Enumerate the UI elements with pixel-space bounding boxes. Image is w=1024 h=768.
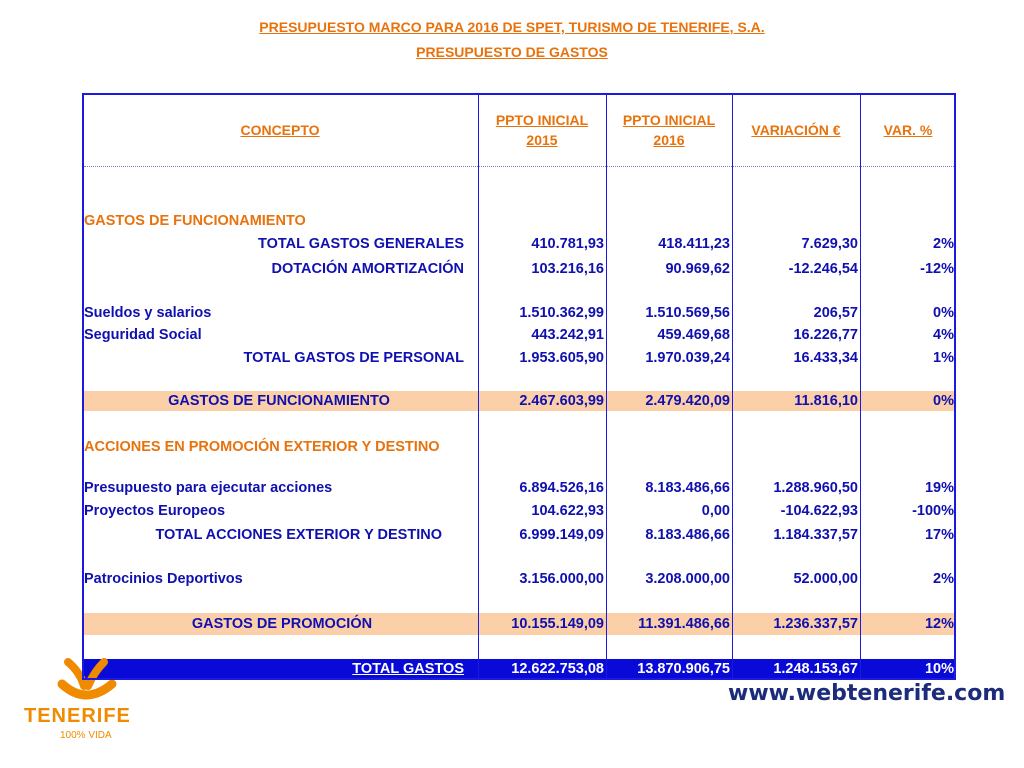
row-label: Sueldos y salarios [84, 305, 212, 321]
col-header-ppto-2016: PPTO INICIAL 2016 [622, 111, 716, 148]
cell-p2016: 3.208.000,00 [645, 571, 730, 587]
cell-var: 1.236.337,57 [773, 616, 858, 632]
cell-var: 11.816,10 [794, 393, 858, 409]
section-label: GASTOS DE FUNCIONAMIENTO [84, 213, 306, 229]
cell-var: -12.246,54 [788, 261, 858, 277]
cell-var: 1.288.960,50 [773, 480, 858, 496]
row-label: TOTAL ACCIONES EXTERIOR Y DESTINO [155, 527, 442, 543]
cell-pct: 4% [933, 327, 954, 343]
cell-pct: 19% [924, 480, 954, 496]
cell-p2015: 10.155.149,09 [511, 616, 604, 632]
page-title: PRESUPUESTO MARCO PARA 2016 DE SPET, TURISMO DE TENERIFE, S.A. [259, 19, 765, 35]
cell-p2015: 104.622,93 [531, 503, 604, 519]
cell-pct: 12% [924, 616, 954, 632]
cell-pct: 0% [933, 305, 954, 321]
col-divider [478, 93, 479, 680]
cell-p2015: 6.894.526,16 [519, 480, 604, 496]
cell-p2015: 1.953.605,90 [519, 350, 604, 366]
cell-p2015: 443.242,91 [531, 327, 604, 343]
cell-pct: 1% [933, 350, 954, 366]
row-label: TOTAL GASTOS GENERALES [258, 236, 464, 252]
cell-var: 16.226,77 [793, 327, 858, 343]
row-label: GASTOS DE PROMOCIÓN [191, 616, 373, 632]
header-separator [84, 166, 954, 167]
col-divider [860, 93, 861, 680]
website-url: www.webtenerife.com [728, 681, 1006, 706]
cell-pct: 17% [924, 527, 954, 543]
cell-p2016: 11.391.486,66 [638, 616, 730, 632]
cell-p2015: 6.999.149,09 [519, 527, 604, 543]
cell-pct: 2% [933, 571, 954, 587]
row-label: DOTACIÓN AMORTIZACIÓN [271, 261, 464, 277]
row-label: Patrocinios Deportivos [84, 571, 243, 587]
cell-p2016: 8.183.486,66 [645, 527, 730, 543]
cell-p2016: 8.183.486,66 [645, 480, 730, 496]
cell-var: 52.000,00 [793, 571, 858, 587]
cell-p2015: 1.510.362,99 [519, 305, 604, 321]
col-header-var-pct: VAR. % [883, 121, 933, 138]
cell-var: 7.629,30 [801, 236, 858, 252]
col-header-variacion: VARIACIÓN € [751, 121, 841, 138]
logo-text: TENERIFE [24, 705, 131, 727]
cell-p2016: 0,00 [701, 503, 730, 519]
cell-p2015: 103.216,16 [531, 261, 604, 277]
row-label: GASTOS DE FUNCIONAMIENTO [168, 393, 390, 409]
cell-p2016: 90.969,62 [665, 261, 730, 277]
budget-table [82, 93, 958, 682]
cell-var: -104.622,93 [780, 503, 858, 519]
cell-var: 1.184.337,57 [773, 527, 858, 543]
cell-p2015: 410.781,93 [531, 236, 604, 252]
col-header-concepto: CONCEPTO [240, 121, 320, 138]
section-label: ACCIONES EN PROMOCIÓN EXTERIOR Y DESTINO [84, 439, 440, 455]
cell-p2015: 2.467.603,99 [519, 393, 604, 409]
cell-pct: -12% [920, 261, 954, 277]
cell-pct: -100% [912, 503, 954, 519]
cell-p2015: 3.156.000,00 [519, 571, 604, 587]
table-frame [82, 93, 956, 680]
row-label: Proyectos Europeos [84, 503, 226, 519]
cell-var: 206,57 [813, 305, 858, 321]
cell-pct: 0% [933, 393, 954, 409]
row-label: Presupuesto para ejecutar acciones [84, 480, 333, 496]
cell-p2016: 13.870.906,75 [637, 661, 730, 677]
logo-tagline: 100% VIDA [60, 730, 112, 741]
page-subtitle: PRESUPUESTO DE GASTOS [416, 44, 608, 60]
row-label: Seguridad Social [84, 327, 202, 343]
col-divider [732, 93, 733, 680]
row-label: TOTAL GASTOS [352, 661, 464, 677]
cell-var: 1.248.153,67 [773, 661, 858, 677]
cell-p2016: 1.510.569,56 [645, 305, 730, 321]
col-divider [606, 93, 607, 680]
cell-p2016: 418.411,23 [658, 236, 730, 252]
cell-p2015: 12.622.753,08 [511, 661, 604, 677]
cell-pct: 2% [933, 236, 954, 252]
row-label: TOTAL GASTOS DE PERSONAL [243, 350, 464, 366]
col-header-ppto-2015: PPTO INICIAL 2015 [495, 111, 589, 148]
cell-var: 16.433,34 [793, 350, 858, 366]
cell-p2016: 459.469,68 [657, 327, 730, 343]
cell-p2016: 1.970.039,24 [645, 350, 730, 366]
cell-pct: 10% [924, 661, 954, 677]
cell-p2016: 2.479.420,09 [645, 393, 730, 409]
